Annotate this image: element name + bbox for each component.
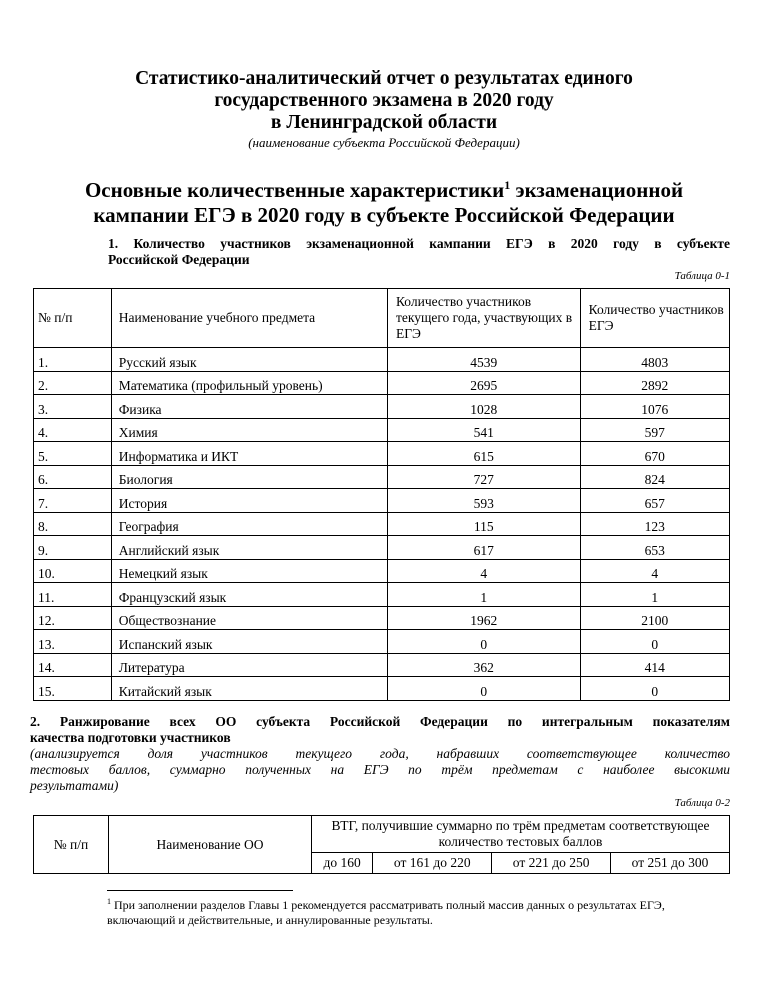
row-total: 1076: [580, 395, 729, 419]
row-num: 10.: [34, 559, 112, 583]
row-current: 1962: [387, 606, 580, 630]
footnote-text: При заполнении разделов Главы 1 рекомендуется рассматривать полный массив данных о результатах ЕГЭ, включающий и действительные, и аннулированные результаты.: [107, 898, 665, 927]
table-row: [34, 583, 730, 607]
row-subject: Французский язык: [111, 583, 387, 607]
row-current: 727: [387, 465, 580, 489]
row-subject: География: [111, 512, 387, 536]
row-num: 1.: [34, 348, 112, 372]
section2-note-line-2: тестовых баллов, суммарно полученных на ЕГЭ по трём предметам с наиболее высокими: [30, 762, 730, 777]
table-row: [34, 536, 730, 560]
row-current: 541: [387, 418, 580, 442]
col-header-current: Количество участников текущего года, участвующих в ЕГЭ: [387, 289, 580, 348]
section1-heading-line-1: 1. Количество участников экзаменационной кампании ЕГЭ в 2020 году в субъекте: [108, 236, 730, 251]
row-total: 657: [580, 489, 729, 513]
row-subject: История: [111, 489, 387, 513]
row-current: 593: [387, 489, 580, 513]
row-current: 2695: [387, 371, 580, 395]
section2-heading-line-2: качества подготовки участников: [30, 730, 231, 745]
section1-heading: [108, 236, 730, 268]
row-total: 0: [580, 630, 729, 654]
row-total: 4803: [580, 348, 729, 372]
table-row: [34, 418, 730, 442]
report-title-line-2: государственного экзамена в 2020 году: [214, 90, 554, 111]
section-title-line-2: кампании ЕГЭ в 2020 году в субъекте Российской Федерации: [93, 203, 675, 227]
section1-heading-line-2: Российской Федерации: [108, 252, 250, 267]
table-row: [34, 606, 730, 630]
row-current: 4539: [387, 348, 580, 372]
row-num: 11.: [34, 583, 112, 607]
row-num: 13.: [34, 630, 112, 654]
row-total: 2100: [580, 606, 729, 630]
table-row: [34, 395, 730, 419]
row-subject: Физика: [111, 395, 387, 419]
row-total: 123: [580, 512, 729, 536]
col-header-subject: Наименование учебного предмета: [111, 289, 387, 348]
row-total: 824: [580, 465, 729, 489]
report-title-line-3: в Ленинградской области: [270, 112, 498, 133]
table2-caption: Таблица 0-2: [674, 797, 730, 809]
row-subject: Литература: [111, 653, 387, 677]
col-header-range-4: от 251 до 300: [611, 853, 730, 874]
table-row: [34, 512, 730, 536]
row-total: 670: [580, 442, 729, 466]
row-total: 2892: [580, 371, 729, 395]
col-header-range-1: до 160: [312, 853, 373, 874]
row-subject: Китайский язык: [111, 677, 387, 701]
col-header-org-name: Наименование ОО: [109, 816, 312, 874]
row-current: 1: [387, 583, 580, 607]
table-row: [34, 371, 730, 395]
row-subject: Биология: [111, 465, 387, 489]
row-current: 617: [387, 536, 580, 560]
row-num: 14.: [34, 653, 112, 677]
footnote: [107, 898, 732, 928]
table-row: [34, 465, 730, 489]
col-header-range-3: от 221 до 250: [492, 853, 611, 874]
row-subject: Немецкий язык: [111, 559, 387, 583]
row-num: 9.: [34, 536, 112, 560]
row-total: 597: [580, 418, 729, 442]
row-subject: Английский язык: [111, 536, 387, 560]
table-row: [34, 677, 730, 701]
section-title-line-1: [0, 177, 768, 203]
row-total: 1: [580, 583, 729, 607]
row-total: 4: [580, 559, 729, 583]
row-subject: Испанский язык: [111, 630, 387, 654]
row-num: 12.: [34, 606, 112, 630]
section2-note-line-1: (анализируется доля участников текущего года, набравших соответствующее количество: [30, 746, 730, 761]
row-current: 615: [387, 442, 580, 466]
table-row: [34, 489, 730, 513]
table-row: [34, 442, 730, 466]
row-num: 5.: [34, 442, 112, 466]
section-title-text: Основные количественные характеристики: [84, 178, 505, 202]
col-header-total: Количество участников ЕГЭ: [580, 289, 729, 348]
participants-table: [33, 288, 730, 701]
row-total: 653: [580, 536, 729, 560]
table-header-row: [34, 289, 730, 348]
row-current: 4: [387, 559, 580, 583]
participants-table-body: [34, 348, 730, 701]
ranking-table: [33, 815, 730, 874]
row-current: 0: [387, 630, 580, 654]
row-subject: Русский язык: [111, 348, 387, 372]
table-row: [34, 630, 730, 654]
table1-caption: Таблица 0-1: [674, 270, 730, 282]
row-total: 414: [580, 653, 729, 677]
row-current: 362: [387, 653, 580, 677]
section2-block: [30, 714, 730, 794]
row-num: 6.: [34, 465, 112, 489]
row-current: 1028: [387, 395, 580, 419]
report-title-line-1: Статистико-аналитический отчет о результатах единого: [135, 68, 633, 89]
row-total: 0: [580, 677, 729, 701]
section-title-tail: экзаменационной: [510, 178, 684, 202]
row-subject: Химия: [111, 418, 387, 442]
col-header-num: № п/п: [34, 289, 112, 348]
row-current: 0: [387, 677, 580, 701]
row-num: 15.: [34, 677, 112, 701]
row-current: 115: [387, 512, 580, 536]
row-subject: Математика (профильный уровень): [111, 371, 387, 395]
col-header-range-2: от 161 до 220: [373, 853, 492, 874]
row-num: 7.: [34, 489, 112, 513]
col-header-num: № п/п: [34, 816, 109, 874]
table-row: [34, 653, 730, 677]
row-num: 2.: [34, 371, 112, 395]
table-header-row: [34, 816, 730, 853]
row-subject: Обществознание: [111, 606, 387, 630]
footnote-marker: 1: [107, 897, 111, 906]
section2-heading-line-1: 2. Ранжирование всех ОО субъекта Российской Федерации по интегральным показателям: [30, 714, 730, 729]
row-num: 8.: [34, 512, 112, 536]
col-header-score-group: ВТГ, получившие суммарно по трём предметам соответствующее количество тестовых баллов: [312, 816, 730, 853]
section2-note-line-3: результатами): [30, 778, 119, 793]
row-subject: Информатика и ИКТ: [111, 442, 387, 466]
footnote-divider: [107, 890, 293, 891]
row-num: 3.: [34, 395, 112, 419]
region-note: (наименование субъекта Российской Федерации): [248, 135, 520, 150]
table-row: [34, 559, 730, 583]
row-num: 4.: [34, 418, 112, 442]
table-row: [34, 348, 730, 372]
footnote-reference[interactable]: 1: [504, 178, 511, 192]
